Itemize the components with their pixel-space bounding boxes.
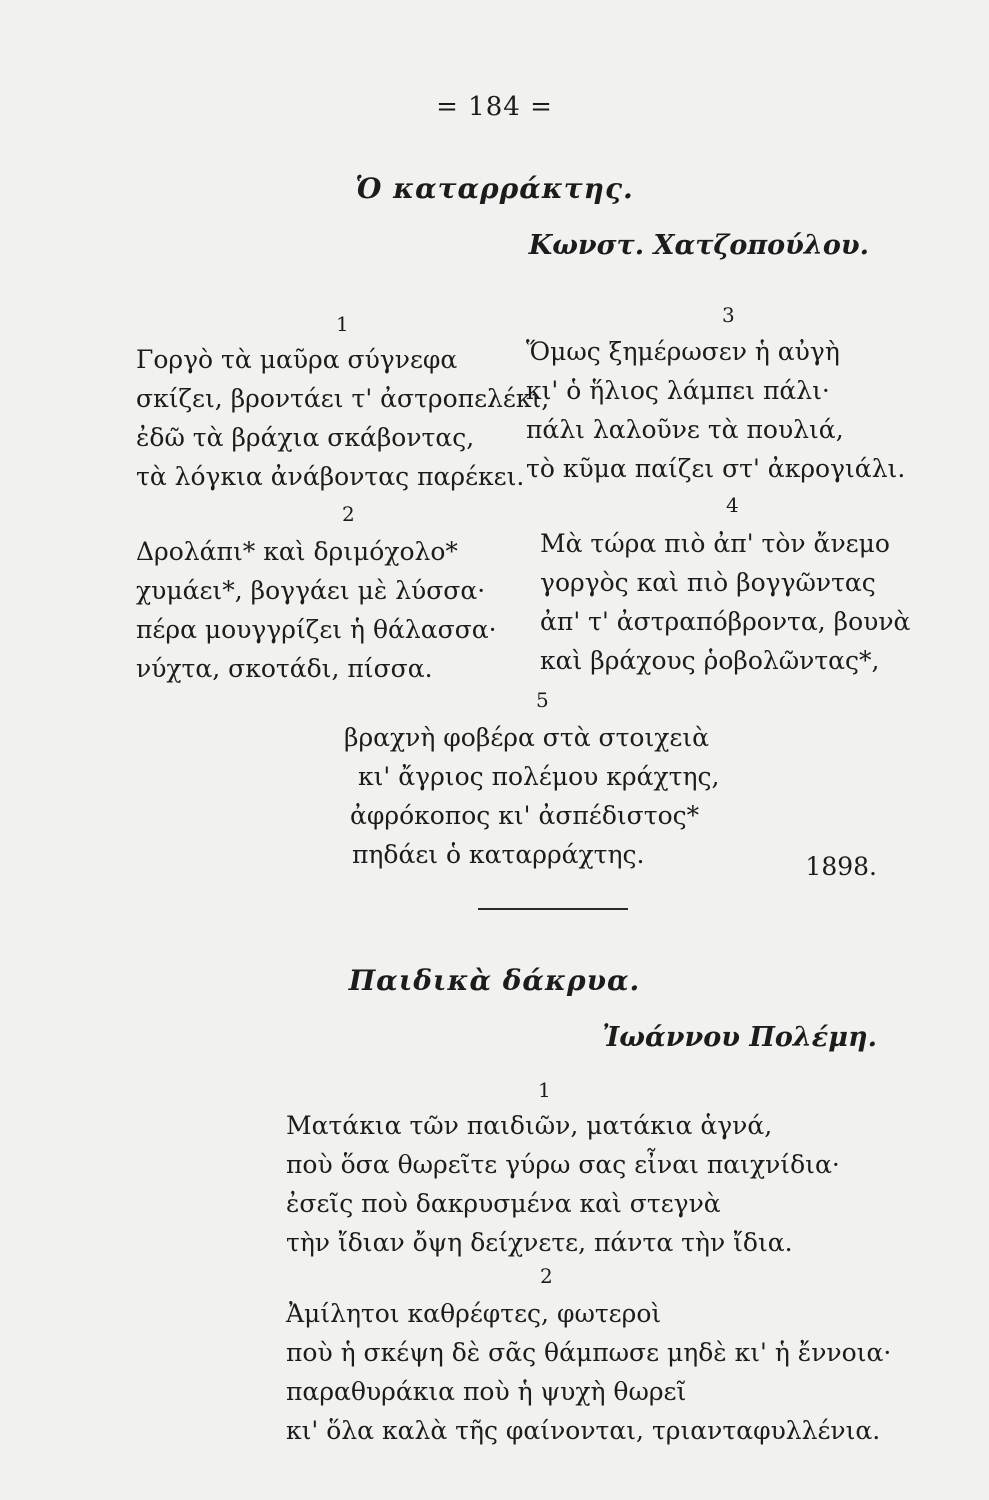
verse-line: Ματάκια τῶν παιδιῶν, ματάκια ἁγνά, bbox=[286, 1111, 773, 1140]
poem2-stanza-2 bbox=[286, 1294, 891, 1450]
verse-line: τὰ λόγκια ἀνάβοντας παρέκει. bbox=[136, 462, 525, 491]
verse-line: κι' ὁ ἥλιος λάμπει πάλι· bbox=[526, 376, 830, 405]
poem2-author: Ἰωάννου Πολέμη. bbox=[602, 1022, 877, 1053]
verse-line: Μὰ τώρα πιὸ ἀπ' τὸν ἄνεμο bbox=[540, 529, 890, 558]
stanza-3 bbox=[526, 332, 905, 488]
verse-line: γοργὸς καὶ πιὸ βογγῶντας bbox=[540, 568, 876, 597]
verse-line: ἐδῶ τὰ βράχια σκάβοντας, bbox=[136, 423, 475, 452]
stanza-number: 1 bbox=[336, 312, 349, 336]
verse-line: τὸ κῦμα παίζει στ' ἀκρογιάλι. bbox=[526, 454, 906, 483]
verse-line: πέρα μουγγρίζει ἡ θάλασσα· bbox=[136, 615, 497, 644]
verse-line: Ὅμως ξημέρωσεν ἡ αὐγὴ bbox=[526, 337, 840, 366]
verse-line: νύχτα, σκοτάδι, πίσσα. bbox=[136, 654, 433, 683]
verse-line: βραχνὴ φοβέρα στὰ στοιχειὰ bbox=[344, 723, 710, 752]
poem1-title: Ὁ καταρράκτης. bbox=[355, 172, 634, 205]
verse-line: ποὺ ὅσα θωρεῖτε γύρω σας εἶναι παιχνίδια· bbox=[286, 1150, 840, 1179]
verse-line: ἐσεῖς ποὺ δακρυσμένα καὶ στεγνὰ bbox=[286, 1189, 721, 1218]
stanza-number: 3 bbox=[722, 303, 735, 327]
verse-line: Ἀμίλητοι καθρέφτες, φωτεροὶ bbox=[286, 1299, 662, 1328]
section-divider bbox=[478, 908, 628, 910]
verse-line: τὴν ἴδιαν ὄψη δείχνετε, πάντα τὴν ἴδια. bbox=[286, 1228, 793, 1257]
stanza-number: 4 bbox=[726, 493, 739, 517]
verse-line: σκίζει, βροντάει τ' ἀστροπελέκι, bbox=[136, 384, 550, 413]
poem1-author: Κωνστ. Χατζοπούλου. bbox=[528, 230, 869, 261]
stanza-5 bbox=[344, 718, 719, 874]
verse-line: ἀφρόκοπος κι' ἀσπέδιστος* bbox=[350, 801, 700, 830]
page-number: = 184 = bbox=[436, 92, 553, 122]
verse-line: Δρολάπι* καὶ δριμόχολο* bbox=[136, 537, 458, 566]
stanza-number: 1 bbox=[538, 1078, 551, 1102]
verse-line: παραθυράκια ποὺ ἡ ψυχὴ θωρεῖ bbox=[286, 1377, 687, 1406]
stanza-number: 5 bbox=[536, 688, 549, 712]
verse-line: καὶ βράχους ῥοβολῶντας*, bbox=[540, 646, 880, 675]
stanza-number: 2 bbox=[540, 1264, 553, 1288]
verse-line: πηδάει ὁ καταρράχτης. bbox=[352, 840, 645, 869]
poem1-year: 1898. bbox=[805, 852, 877, 881]
verse-line: Γοργὸ τὰ μαῦρα σύγνεφα bbox=[136, 345, 458, 374]
verse-line: χυμάει*, βογγάει μὲ λύσσα· bbox=[136, 576, 486, 605]
verse-line: κι' ὅλα καλὰ τῆς φαίνονται, τριανταφυλλένια. bbox=[286, 1416, 881, 1445]
poem2-title: Παιδικὰ δάκρυα. bbox=[348, 964, 641, 997]
verse-line: πάλι λαλοῦνε τὰ πουλιά, bbox=[526, 415, 844, 444]
verse-line: ποὺ ἡ σκέψη δὲ σᾶς θάμπωσε μηδὲ κι' ἡ ἔννοια· bbox=[286, 1338, 892, 1367]
stanza-1 bbox=[136, 340, 549, 496]
stanza-4 bbox=[540, 524, 910, 680]
stanza-number: 2 bbox=[342, 502, 355, 526]
verse-line: κι' ἄγριος πολέμου κράχτης, bbox=[358, 762, 720, 791]
stanza-2 bbox=[136, 532, 497, 688]
verse-line: ἀπ' τ' ἀστραπόβροντα, βουνὰ bbox=[540, 607, 911, 636]
poem2-stanza-1 bbox=[286, 1106, 840, 1262]
